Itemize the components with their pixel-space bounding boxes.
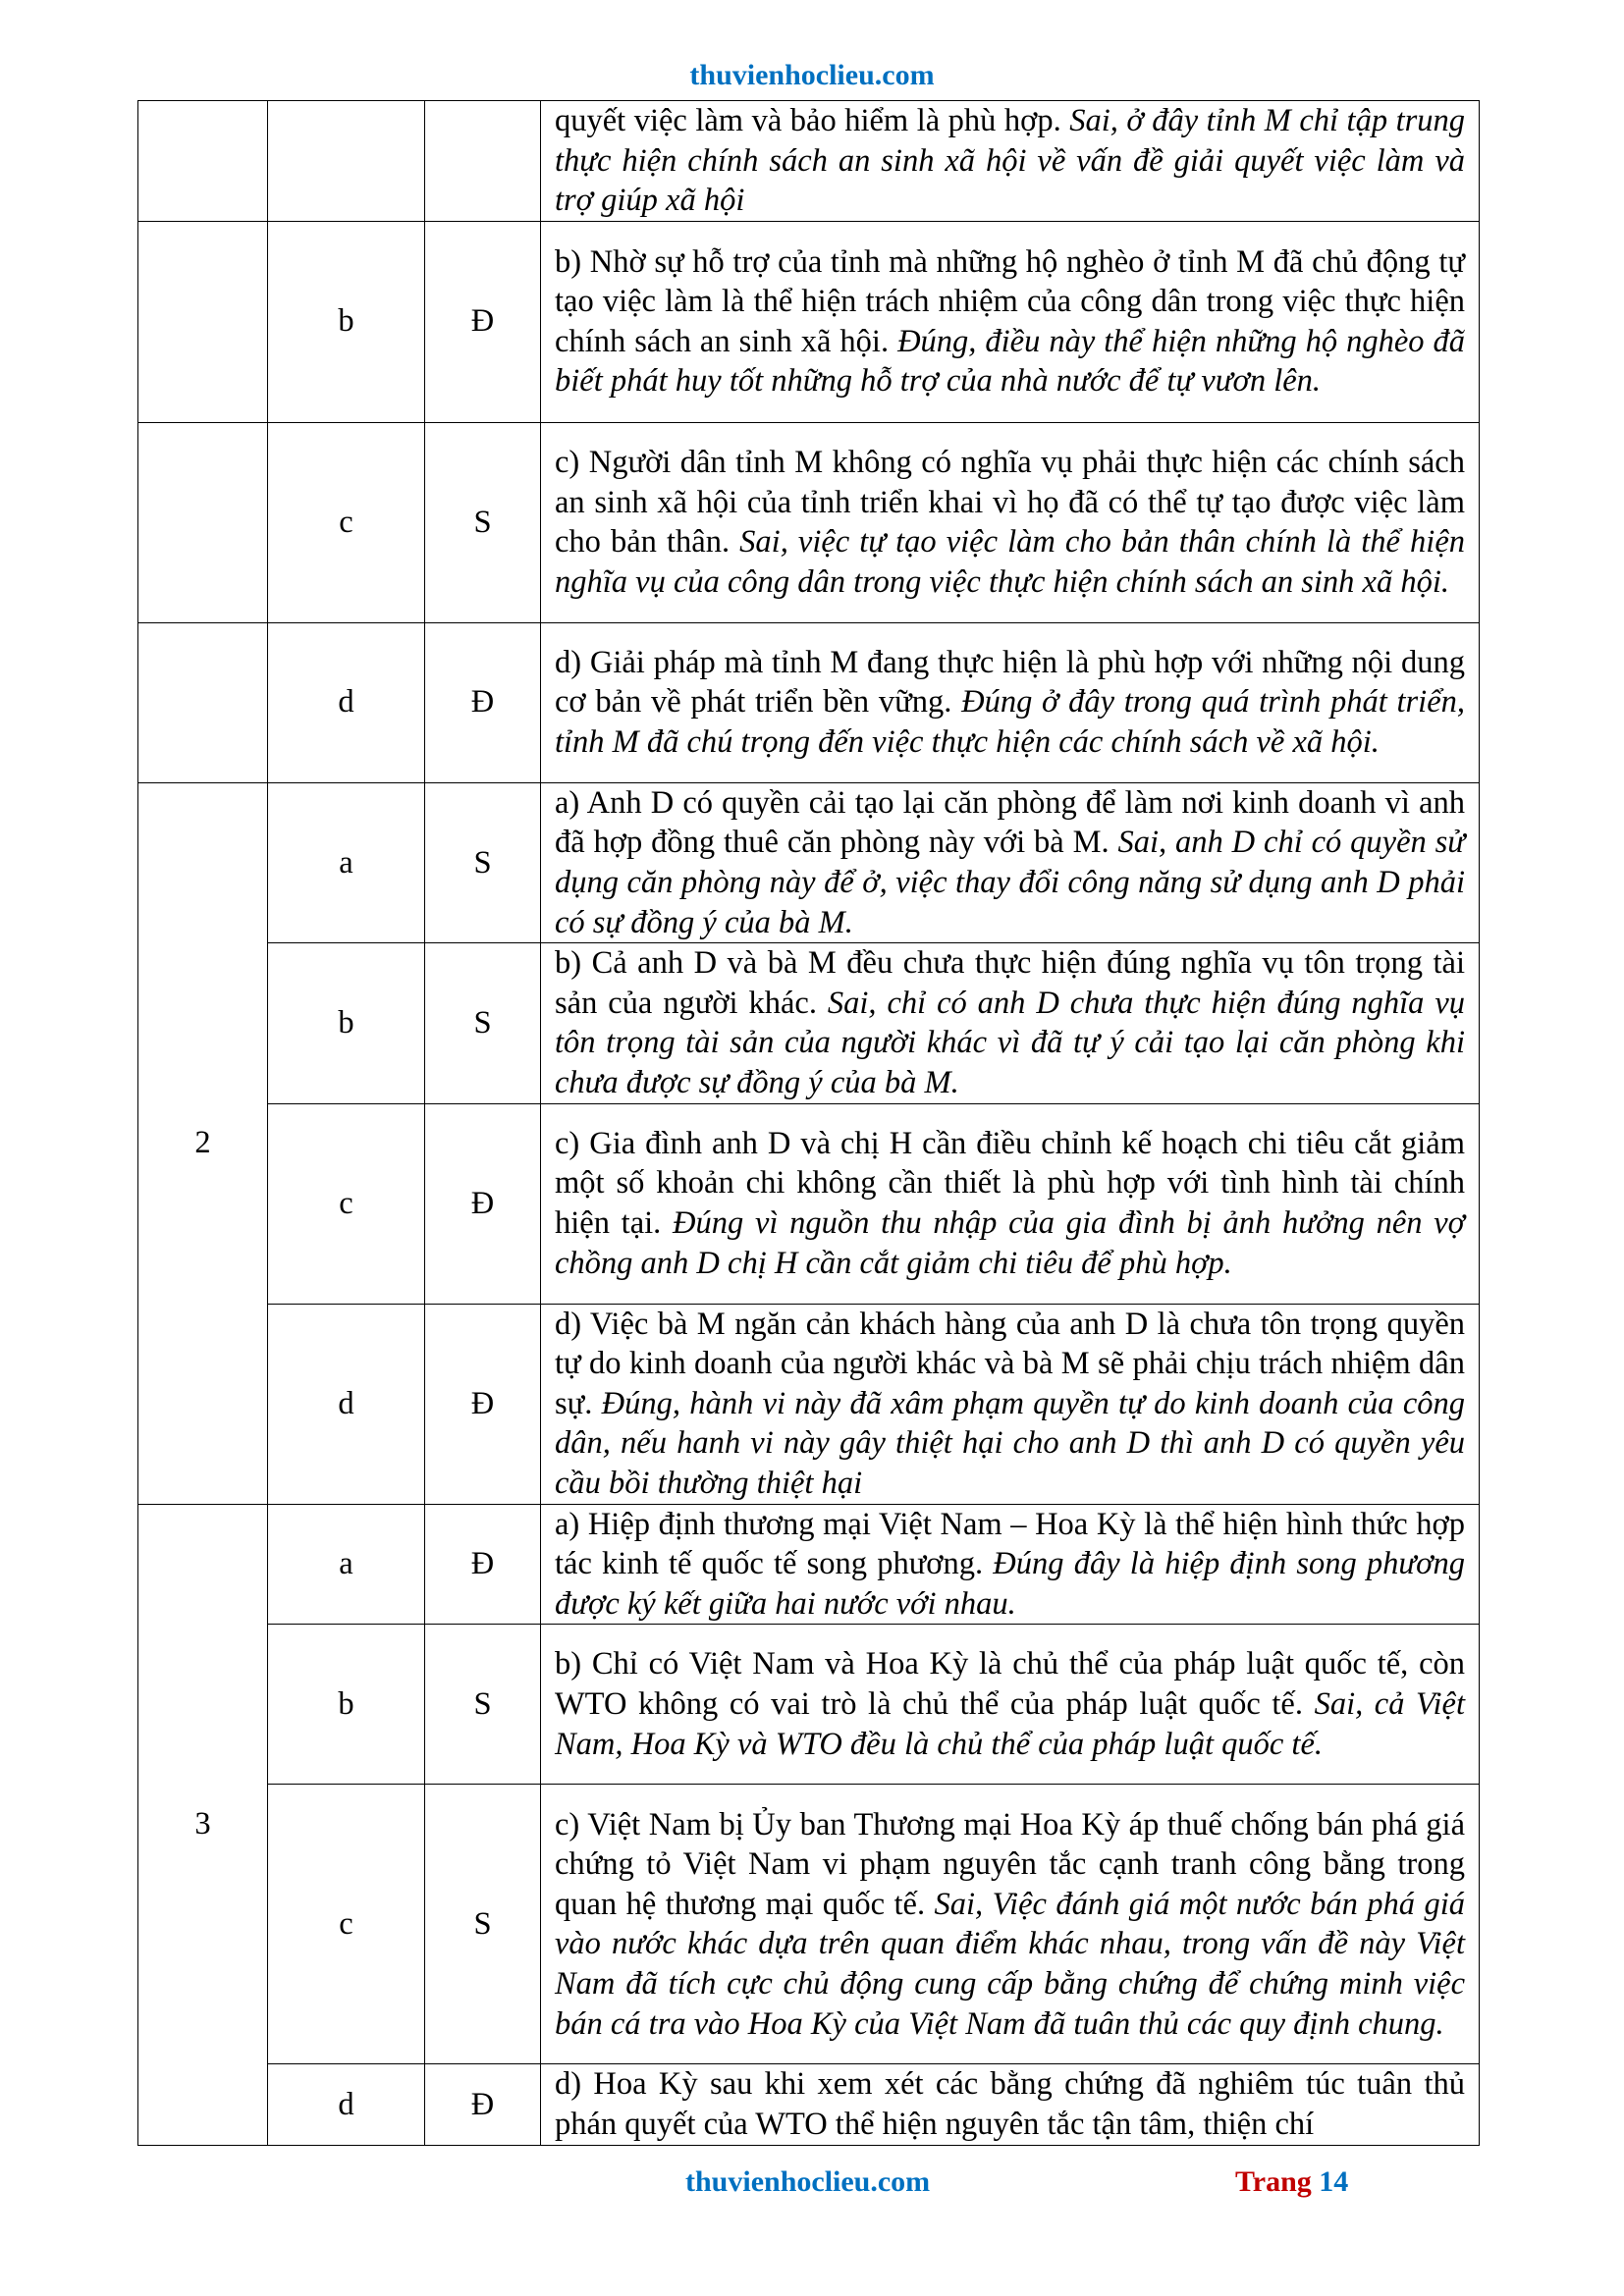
item-letter-cell: b [268,1625,425,1785]
statement-text: a) Anh D có quyền cải tạo lại căn phòng để làm nơi kinh doanh vì anh đã hợp đồng thuê căn phòng này với bà M. [555,784,1465,861]
page-header-site: thuvienhoclieu.com [689,59,935,91]
table-row [138,622,1480,782]
statement-text: d) Việc bà M ngăn cản khách hàng của anh D là chưa tôn trọng quyền tự do kinh doanh của người khác và bà M sẽ phải chịu trách nhiệm dân sự. [555,1306,1465,1421]
answer-cell [425,101,541,222]
table-row [138,1304,1480,1504]
answer-cell: Đ [425,1304,541,1504]
answer-cell: Đ [425,221,541,422]
item-letter-cell: a [268,782,425,942]
question-number-cell [138,101,268,222]
statement-text: b) Chỉ có Việt Nam và Hoa Kỳ là chủ thể của pháp luật quốc tế, còn WTO không có vai trò là chủ thể của pháp luật quốc tế. [555,1646,1465,1723]
question-number-cell: 3 [138,1504,268,2145]
statement-cell [541,1785,1480,2064]
explanation-text: Đúng đây là hiệp định song phương được ký kết giữa hai nước với nhau. [555,1546,1465,1622]
statement-text: c) Việt Nam bị Ủy ban Thương mại Hoa Kỳ áp thuế chống bán phá giá chứng tỏ Việt Nam vi phạm nguyên tắc cạnh tranh công bằng trong quan hệ thương mại quốc tế. [555,1806,1465,1922]
answer-cell: Đ [425,1504,541,1625]
answer-cell: S [425,1625,541,1785]
table-row [138,1625,1480,1785]
table-row [138,2064,1480,2145]
item-letter-cell: c [268,1785,425,2064]
statement-cell [541,1625,1480,1785]
question-number-cell [138,622,268,782]
table-row [138,221,1480,422]
answer-cell: S [425,422,541,622]
item-letter-cell: c [268,1103,425,1304]
statement-cell [541,101,1480,222]
item-letter-cell: c [268,422,425,622]
answer-cell: Đ [425,622,541,782]
table-row [138,1785,1480,2064]
explanation-text: Sai, cả Việt Nam, Hoa Kỳ và WTO đều là chủ thể của pháp luật quốc tế. [555,1686,1465,1762]
explanation-text: Sai, Việc đánh giá một nước bán phá giá vào nước khác dựa trên quan điểm khác nhau, trong vấn đề này Việt Nam đã tích cực chủ động cung cấp bằng chứng để chứng minh việc bán cá tra vào Hoa Kỳ của Việt Nam đã tuân thủ các quy định chung. [555,1886,1466,2042]
statement-text: b) Cả anh D và bà M đều chưa thực hiện đúng nghĩa vụ tôn trọng tài sản của người khác. [555,945,1465,1021]
explanation-text: Sai, anh D chỉ có quyền sử dụng căn phòng này để ở, việc thay đổi công năng sử dụng anh D phải có sự đồng ý của bà M. [555,825,1465,940]
statement-cell [541,622,1480,782]
statement-cell [541,782,1480,942]
statement-cell [541,1504,1480,1625]
explanation-text: Đúng ở đây trong quá trình phát triển, tỉnh M đã chú trọng đến việc thực hiện các chính sách về xã hội. [555,684,1465,761]
page-footer-site: thuvienhoclieu.com [685,2165,931,2198]
item-letter-cell [268,101,425,222]
statement-text: quyết việc làm và bảo hiểm là phù hợp. [555,103,1070,138]
answer-cell: S [425,1785,541,2064]
table-row [138,101,1480,222]
statement-cell [541,221,1480,422]
table-row [138,782,1480,942]
explanation-text: Đúng vì nguồn thu nhập của gia đình bị ảnh hưởng nên vợ chồng anh D chị H cần cắt giảm chi tiêu để phù hợp. [555,1205,1465,1281]
statement-cell [541,1304,1480,1504]
page-number-label: Trang [1235,2165,1320,2198]
item-letter-cell: d [268,1304,425,1504]
explanation-text: Sai, việc tự tạo việc làm cho bản thân chính là thể hiện nghĩa vụ của công dân trong việc thực hiện chính sách an sinh xã hội. [555,524,1465,600]
item-letter-cell: d [268,622,425,782]
answer-cell: Đ [425,1103,541,1304]
item-letter-cell: b [268,943,425,1103]
answer-table [137,100,1480,2146]
explanation-text: Sai, chỉ có anh D chưa thực hiện đúng nghĩa vụ tôn trọng tài sản của người khác vì đã tự ý cải tạo lại căn phòng khi chưa được sự đồng ý của bà M. [555,985,1466,1100]
explanation-text: Đúng, điều này thể hiện những hộ nghèo đã biết phát huy tốt những hỗ trợ của nhà nước để tự vươn lên. [555,323,1465,400]
page-number [1235,2165,1348,2199]
statement-cell [541,422,1480,622]
explanation-text: Sai, ở đây tỉnh M chỉ tập trung thực hiện chính sách an sinh xã hội về vấn đề giải quyết việc làm và trợ giúp xã hội [555,103,1465,219]
statement-text: a) Hiệp định thương mại Việt Nam – Hoa Kỳ là thể hiện hình thức hợp tác kinh tế quốc tế song phương. [555,1506,1465,1582]
table-row [138,1103,1480,1304]
question-number-cell [138,221,268,422]
item-letter-cell: b [268,221,425,422]
item-letter-cell: d [268,2064,425,2145]
table-row [138,1504,1480,1625]
question-number-cell: 2 [138,782,268,1504]
statement-cell [541,1103,1480,1304]
statement-cell [541,2064,1480,2145]
page-number-value: 14 [1319,2165,1349,2198]
statement-text: b) Nhờ sự hỗ trợ của tỉnh mà những hộ nghèo ở tỉnh M đã chủ động tự tạo việc làm là thể hiện trách nhiệm của công dân trong việc thực hiện chính sách an sinh xã hội. [555,243,1465,359]
statement-text: d) Giải pháp mà tỉnh M đang thực hiện là phù hợp với những nội dung cơ bản về phát triển bền vững. [555,644,1465,721]
answer-cell: S [425,782,541,942]
question-number-cell [138,422,268,622]
table-row [138,943,1480,1103]
statement-text: c) Gia đình anh D và chị H cần điều chỉnh kế hoạch chi tiêu cắt giảm một số khoản chi không cần thiết là phù hợp với tình hình tài chính hiện tại. [555,1125,1465,1242]
item-letter-cell: a [268,1504,425,1625]
statement-cell [541,943,1480,1103]
answer-cell: Đ [425,2064,541,2145]
statement-text: d) Hoa Kỳ sau khi xem xét các bằng chứng đã nghiêm túc tuân thủ phán quyết của WTO thể hiện nguyên tắc tận tâm, thiện chí [555,2066,1465,2142]
explanation-text: Đúng, hành vi này đã xâm phạm quyền tự do kinh doanh của công dân, nếu hanh vi này gây thiệt hại cho anh D thì anh D có quyền yêu cầu bồi thường thiệt hại [555,1385,1465,1501]
answer-cell: S [425,943,541,1103]
table-row [138,422,1480,622]
statement-text: c) Người dân tỉnh M không có nghĩa vụ phải thực hiện các chính sách an sinh xã hội của tỉnh triển khai vì họ đã có thể tự tạo được việc làm cho bản thân. [555,445,1465,561]
